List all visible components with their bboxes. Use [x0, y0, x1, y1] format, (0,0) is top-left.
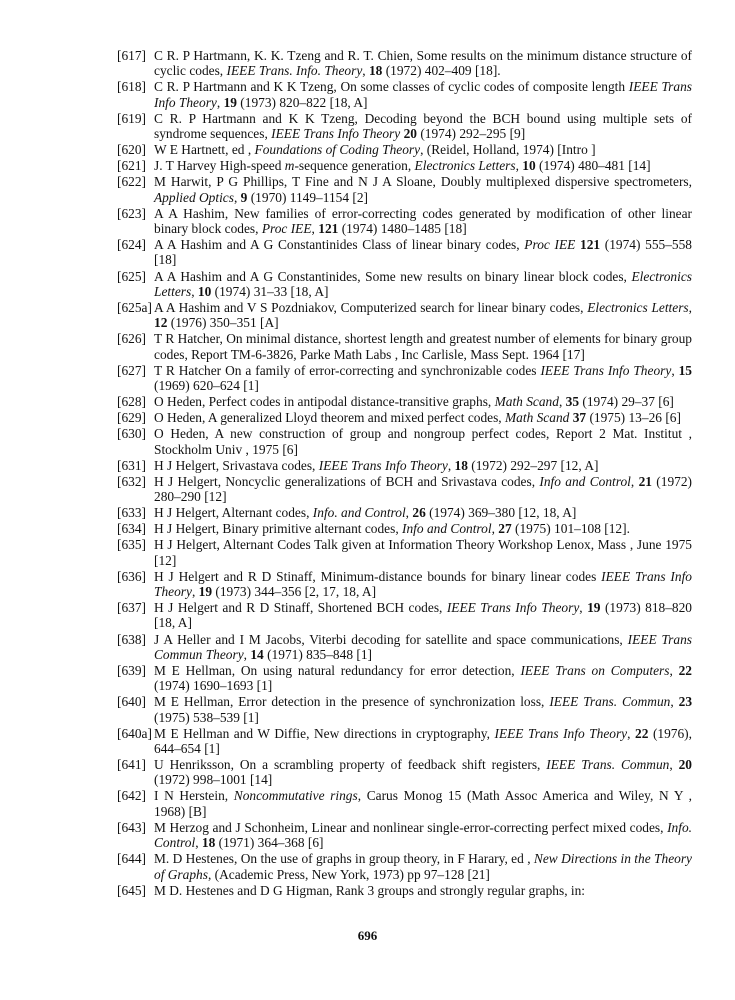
- reference-text-run: O Heden, Perfect codes in antipodal distance-transitive graphs,: [154, 394, 495, 410]
- reference-text-run: (1974) 29–37 [6]: [579, 394, 674, 410]
- reference-text: [154, 757, 692, 788]
- reference-entry: [117, 663, 692, 694]
- reference-text: [154, 569, 692, 600]
- reference-title-italic: Math Scand: [494, 394, 559, 410]
- reference-text-run: ,: [362, 63, 369, 79]
- reference-title-italic: IEEE Trans on Computers: [520, 662, 670, 678]
- reference-number: [643]: [117, 819, 147, 835]
- reference-text-run: -sequence generation,: [294, 158, 415, 174]
- reference-text-run: ,: [311, 221, 319, 237]
- reference-text-run: , (Reidel, Holland, 1974) [Intro ]: [420, 142, 596, 158]
- reference-volume: 18: [201, 835, 216, 851]
- reference-title-italic: Noncommutative rings: [233, 788, 358, 804]
- reference-text-run: A A Hashim and A G Constantinides Class of linear binary codes,: [154, 237, 525, 253]
- reference-text: [154, 142, 692, 157]
- reference-number: [635]: [117, 537, 147, 553]
- reference-text-run: H J Helgert, Alternant Codes Talk given at Information Theory Workshop Lenox, Mass , June 1975 [12]: [154, 537, 692, 568]
- reference-entry: [117, 694, 692, 725]
- reference-volume: 23: [678, 694, 693, 710]
- reference-number: [642]: [117, 788, 147, 804]
- reference-title-italic: Proc IEE: [261, 221, 312, 237]
- reference-title-italic: IEEE Trans Info Theory: [154, 79, 692, 110]
- reference-number: [638]: [117, 631, 147, 647]
- reference-title-italic: New Directions in the Theory of Graphs: [154, 851, 692, 882]
- reference-title-italic: IEEE Trans. Commun: [549, 694, 671, 710]
- reference-title-italic: IEEE Trans Info Theory: [318, 457, 448, 473]
- reference-text: [154, 788, 692, 819]
- reference-entry: [117, 48, 692, 79]
- reference-entry: [117, 757, 692, 788]
- reference-volume: 18: [368, 63, 383, 79]
- reference-entry: [117, 569, 692, 600]
- reference-number: [623]: [117, 205, 147, 221]
- reference-text: [154, 883, 692, 898]
- reference-text-run: (1975) 101–108 [12].: [511, 521, 630, 537]
- reference-number: [624]: [117, 237, 147, 253]
- reference-volume: 26: [412, 505, 426, 521]
- reference-text: [154, 111, 692, 142]
- reference-text-run: ,: [558, 394, 566, 410]
- reference-list: [117, 48, 692, 899]
- reference-text: [154, 851, 692, 882]
- reference-text: [154, 632, 692, 663]
- reference-text-run: ,: [669, 757, 679, 773]
- reference-text-run: ,: [447, 457, 455, 473]
- reference-number: [630]: [117, 426, 147, 442]
- reference-text-run: ,: [233, 189, 241, 205]
- reference-text-run: C R. P Hartmann, K. K. Tzeng and R. T. Chien, Some results on the minimum distance structure of cyclic codes,: [154, 48, 692, 79]
- reference-entry: [117, 410, 692, 425]
- reference-text-run: M D. Hestenes and D G Higman, Rank 3 groups and strongly regular graphs, in:: [154, 882, 586, 898]
- reference-text-run: (1971) 364–368 [6]: [215, 835, 324, 851]
- reference-text-run: (1974) 369–380 [12, 18, A]: [425, 505, 577, 521]
- reference-text-run: H J Helgert, Srivastava codes,: [154, 457, 319, 473]
- reference-number: [618]: [117, 79, 147, 95]
- reference-text-run: ,: [671, 362, 679, 378]
- reference-entry: [117, 820, 692, 851]
- reference-text-run: ,: [405, 505, 413, 521]
- reference-text: [154, 474, 692, 505]
- reference-text: [154, 206, 692, 237]
- reference-text-run: ,: [670, 694, 679, 710]
- reference-title-italic: IEEE Trans Info Theory: [154, 568, 692, 600]
- reference-text-run: M E Hellman, On using natural redundancy for error detection,: [154, 662, 521, 678]
- reference-volume: 37: [572, 410, 587, 426]
- reference-number: [636]: [117, 568, 147, 584]
- reference-number: [628]: [117, 394, 147, 410]
- reference-text-run: (1974) 480–481 [14]: [535, 158, 651, 174]
- reference-volume: 9: [240, 189, 248, 205]
- reference-number: [617]: [117, 48, 147, 63]
- reference-text: [154, 174, 692, 205]
- reference-number: [644]: [117, 851, 147, 867]
- reference-text-run: M Harwit, P G Phillips, T Fine and N J A Sloane, Doubly multiplexed dispersive spectrometers,: [154, 174, 692, 190]
- reference-text-run: M E Hellman and W Diffie, New directions in cryptography,: [154, 725, 495, 741]
- reference-text-run: O Heden, A generalized Lloyd theorem and mixed perfect codes,: [154, 410, 505, 426]
- reference-text-run: C R. P Hartmann and K K Tzeng, On some classes of cyclic codes of composite length: [154, 79, 629, 95]
- reference-entry: [117, 300, 692, 331]
- reference-entry: [117, 269, 692, 300]
- reference-text-run: (1970) 1149–1154 [2]: [247, 189, 368, 205]
- reference-text-run: (1973) 820–822 [18, A]: [236, 94, 368, 110]
- reference-entry: [117, 883, 692, 898]
- reference-entry: [117, 537, 692, 568]
- reference-title-italic: IEEE Trans Info Theory: [540, 362, 672, 378]
- reference-number: [625]: [117, 268, 147, 284]
- reference-text: [154, 410, 692, 425]
- reference-number: [637]: [117, 600, 147, 616]
- reference-volume: 22: [678, 662, 692, 678]
- reference-volume: 18: [454, 457, 468, 473]
- reference-volume: 121: [580, 237, 601, 253]
- reference-text-run: M E Hellman, Error detection in the presence of synchronization loss,: [154, 694, 550, 710]
- reference-title-italic: IEEE Trans Info Theory: [271, 126, 401, 142]
- reference-volume: 19: [198, 584, 213, 600]
- reference-volume: 20: [678, 757, 692, 773]
- reference-entry: [117, 521, 692, 536]
- reference-text-run: M. D Hestenes, On the use of graphs in group theory, in F Harary, ed ,: [154, 851, 534, 867]
- reference-text-run: W E Hartnett, ed ,: [154, 142, 255, 158]
- reference-text-run: A A Hashim, New families of error-correcting codes generated by modification of other linear binary block codes,: [154, 205, 692, 237]
- reference-entry: [117, 426, 692, 457]
- reference-number: [622]: [117, 174, 147, 190]
- reference-text-run: ,: [579, 600, 588, 616]
- reference-text-run: T R Hatcher, On minimal distance, shortest length and greatest number of elements for binary group codes, Report TM-6-3826, Parke Math Labs , Inc Carlisle, Mass Sept. 1964 [17]: [154, 331, 692, 362]
- reference-text: [154, 694, 692, 725]
- reference-text: [154, 663, 692, 694]
- page-number: 696: [357, 928, 378, 943]
- reference-number: [633]: [117, 505, 147, 521]
- reference-text-run: O Heden, A new construction of group and nongroup perfect codes, Report 2 Mat. Institut , Stockholm Univ , 1975 [6]: [154, 426, 692, 457]
- reference-text-run: A A Hashim and V S Pozdniakov, Computerized search for linear binary codes,: [154, 299, 588, 315]
- reference-text-run: (1969) 620–624 [1]: [154, 378, 259, 393]
- reference-number: [619]: [117, 110, 147, 126]
- reference-volume: 121: [318, 221, 339, 237]
- reference-volume: 14: [250, 646, 264, 662]
- reference-title-italic: Electronics Letters: [414, 158, 516, 174]
- reference-text: [154, 820, 692, 851]
- reference-number: [634]: [117, 521, 147, 537]
- reference-entry: [117, 851, 692, 882]
- reference-text-run: , (Academic Press, New York, 1973) pp 97–128 [21]: [207, 866, 490, 882]
- reference-entry: [117, 331, 692, 362]
- reference-text-run: (1975) 538–539 [1]: [154, 709, 259, 725]
- reference-title-italic: IEEE Trans. Commun: [546, 757, 670, 773]
- reference-entry: [117, 111, 692, 142]
- reference-text-run: J. T Harvey High-speed: [154, 158, 285, 174]
- reference-entry: [117, 788, 692, 819]
- reference-text-run: ,: [669, 662, 679, 678]
- reference-number: [620]: [117, 142, 147, 158]
- reference-volume: 15: [678, 362, 692, 378]
- reference-text-run: (1974) 1480–1485 [18]: [338, 221, 467, 237]
- reference-volume: 20: [403, 126, 417, 142]
- reference-entry: [117, 474, 692, 505]
- reference-text-run: ,: [195, 835, 202, 851]
- reference-volume: 27: [498, 521, 512, 537]
- reference-number: [627]: [117, 362, 147, 378]
- reference-number: [625a]: [117, 299, 152, 315]
- reference-entry: [117, 79, 692, 110]
- reference-text: [154, 394, 692, 409]
- reference-text: [154, 458, 692, 473]
- reference-text-run: (1974) 1690–1693 [1]: [154, 678, 273, 694]
- reference-entry: [117, 726, 692, 757]
- reference-text-run: M Herzog and J Schonheim, Linear and nonlinear single-error-correcting perfect mixed codes,: [154, 819, 668, 835]
- reference-entry: [117, 158, 692, 173]
- reference-text-run: (1974) 31–33 [18, A]: [211, 283, 329, 299]
- reference-text-run: I N Herstein,: [154, 788, 234, 804]
- reference-text-run: H J Helgert and R D Stinaff, Minimum-distance bounds for binary linear codes: [154, 568, 602, 584]
- reference-volume: 21: [638, 473, 652, 489]
- reference-text-run: ,: [243, 646, 251, 662]
- reference-text-run: (1972) 402–409 [18].: [382, 63, 501, 79]
- reference-volume: 22: [635, 725, 649, 741]
- reference-text: [154, 537, 692, 568]
- reference-entry: [117, 600, 692, 631]
- reference-volume: 19: [223, 94, 237, 110]
- reference-text-run: ,: [627, 725, 636, 741]
- reference-volume: 12: [154, 315, 168, 331]
- reference-text: [154, 269, 692, 300]
- reference-text-run: (1972) 292–297 [12, A]: [467, 457, 599, 473]
- reference-title-italic: Math Scand: [505, 410, 570, 426]
- reference-text-run: (1976) 350–351 [A]: [167, 315, 279, 331]
- reference-entry: [117, 632, 692, 663]
- reference-text-run: ,: [191, 584, 199, 600]
- reference-text: [154, 600, 692, 631]
- reference-text: [154, 426, 692, 457]
- reference-text-run: (1974) 292–295 [9]: [416, 126, 526, 142]
- reference-title-italic: Info. Control: [154, 819, 692, 851]
- reference-text-run: (1971) 835–848 [1]: [263, 646, 372, 662]
- reference-title-italic: IEEE Trans Info Theory: [446, 600, 580, 616]
- reference-text-run: ,: [515, 158, 523, 174]
- reference-text-run: , Carus Monog 15 (Math Assoc America and Wiley, N Y , 1968) [B]: [154, 788, 692, 819]
- reference-title-italic: Proc IEE: [524, 237, 576, 253]
- reference-entry: [117, 363, 692, 394]
- reference-text-run: ,: [630, 473, 639, 489]
- reference-text: [154, 79, 692, 110]
- reference-entry: [117, 505, 692, 520]
- reference-text: [154, 521, 692, 536]
- reference-text-run: H J Helgert, Noncyclic generalizations of BCH and Srivastava codes,: [154, 473, 540, 489]
- reference-text-run: C R. P Hartmann and K K Tzeng, Decoding beyond the BCH bound using multiple sets of syndrome sequences,: [154, 110, 692, 142]
- reference-text: [154, 237, 692, 268]
- reference-volume: 10: [197, 283, 212, 299]
- reference-text-run: ,: [191, 283, 198, 299]
- reference-text: [154, 158, 692, 173]
- reference-text: [154, 726, 692, 757]
- reference-entry: [117, 458, 692, 473]
- reference-number: [641]: [117, 757, 147, 773]
- reference-title-italic: Info and Control: [402, 521, 492, 537]
- reference-number: [640]: [117, 694, 147, 710]
- reference-text-run: H J Helgert, Alternant codes,: [154, 505, 313, 521]
- reference-number: [629]: [117, 410, 147, 426]
- reference-title-italic: IEEE Trans Info Theory: [494, 725, 628, 741]
- reference-number: [621]: [117, 158, 147, 174]
- reference-text-run: (1976), 644–654 [1]: [154, 725, 692, 756]
- reference-text: [154, 48, 692, 79]
- reference-text-run: (1975) 13–26 [6]: [586, 410, 681, 426]
- reference-number: [640a]: [117, 725, 152, 741]
- reference-text-run: (1973) 818–820 [18, A]: [154, 600, 692, 631]
- reference-volume: 19: [587, 600, 601, 616]
- reference-text-run: ,: [216, 94, 224, 110]
- reference-text-run: (1974) 555–558 [18]: [154, 237, 692, 268]
- reference-text-run: (1972) 280–290 [12]: [154, 473, 692, 505]
- reference-text: [154, 300, 692, 331]
- reference-text-run: A A Hashim and A G Constantinides, Some new results on binary linear block codes,: [154, 268, 632, 284]
- reference-title-italic: IEEE Trans. Info. Theory: [226, 63, 363, 79]
- reference-text-run: (1973) 344–356 [2, 17, 18, A]: [212, 584, 377, 600]
- reference-text: [154, 505, 692, 520]
- reference-text-run: ,: [491, 521, 499, 537]
- reference-title-italic: IEEE Trans Commun Theory: [154, 631, 692, 662]
- reference-volume: 10: [522, 158, 536, 174]
- reference-entry: [117, 142, 692, 157]
- reference-text-run: (1972) 998–1001 [14]: [154, 772, 273, 788]
- reference-entry: [117, 237, 692, 268]
- reference-title-italic: Foundations of Coding Theory: [254, 142, 421, 158]
- reference-title-italic: Info. and Control: [312, 505, 406, 521]
- reference-entry: [117, 394, 692, 409]
- reference-number: [639]: [117, 662, 147, 678]
- reference-text: [154, 363, 692, 394]
- reference-entry: [117, 206, 692, 237]
- reference-text-run: ,: [688, 299, 692, 315]
- reference-text-run: H J Helgert, Binary primitive alternant codes,: [154, 521, 403, 537]
- reference-title-italic: Info and Control: [539, 473, 631, 489]
- reference-number: [631]: [117, 457, 147, 473]
- reference-text-run: H J Helgert and R D Stinaff, Shortened BCH codes,: [154, 600, 447, 616]
- reference-title-italic: Electronics Letters: [154, 268, 692, 299]
- reference-entry: [117, 174, 692, 205]
- reference-text-run: J A Heller and I M Jacobs, Viterbi decoding for satellite and space communications,: [154, 631, 628, 647]
- reference-title-italic: Applied Optics: [154, 189, 234, 205]
- reference-title-italic: m: [284, 158, 295, 174]
- reference-text-run: U Henriksson, On a scrambling property of feedback shift registers,: [154, 757, 547, 773]
- reference-text: [154, 331, 692, 362]
- reference-number: [632]: [117, 473, 147, 489]
- reference-number: [626]: [117, 331, 147, 347]
- reference-volume: 35: [565, 394, 580, 410]
- reference-title-italic: Electronics Letters: [587, 299, 689, 315]
- reference-text-run: T R Hatcher On a family of error-correcting and synchronizable codes: [154, 362, 541, 378]
- reference-number: [645]: [117, 882, 147, 898]
